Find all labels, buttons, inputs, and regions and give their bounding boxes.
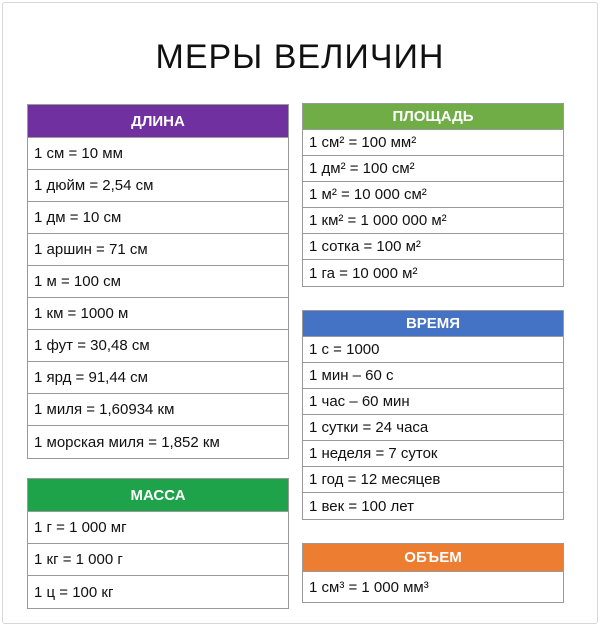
time-row: 1 неделя = 7 суток xyxy=(303,441,563,467)
mass-row: 1 кг = 1 000 г xyxy=(28,544,288,576)
length-row: 1 морская миля = 1,852 км xyxy=(34,433,220,451)
area-row: 1 м² = 10 000 см² xyxy=(303,182,563,208)
area-row: 1 га = 10 000 м² xyxy=(309,264,418,282)
length-header: ДЛИНА xyxy=(28,105,288,138)
length-row: 1 фут = 30,48 см xyxy=(28,330,288,362)
page-title: МЕРЫ ВЕЛИЧИН xyxy=(155,38,445,76)
area-row: 1 сотка = 100 м² xyxy=(303,234,563,260)
length-table xyxy=(27,104,289,459)
length-row: 1 аршин = 71 см xyxy=(28,234,288,266)
time-row: 1 сутки = 24 часа xyxy=(303,415,563,441)
mass-row: 1 ц = 100 кг xyxy=(34,583,114,601)
length-row: 1 ярд = 91,44 см xyxy=(28,362,288,394)
time-table xyxy=(302,310,564,520)
area-table xyxy=(302,103,564,287)
length-row: 1 см = 10 мм xyxy=(28,138,288,170)
mass-header: МАССА xyxy=(28,479,288,512)
area-row: 1 км² = 1 000 000 м² xyxy=(303,208,563,234)
area-row: 1 дм² = 100 см² xyxy=(303,156,563,182)
volume-row: 1 см³ = 1 000 мм³ xyxy=(309,578,429,596)
time-row: 1 с = 1000 xyxy=(303,337,563,363)
mass-row: 1 г = 1 000 мг xyxy=(28,512,288,544)
length-row: 1 км = 1000 м xyxy=(28,298,288,330)
time-row: 1 мин – 60 с xyxy=(303,363,563,389)
volume-header: ОБЪЕМ xyxy=(303,544,563,572)
length-row: 1 дм = 10 см xyxy=(28,202,288,234)
volume-table xyxy=(302,543,564,603)
time-header: ВРЕМЯ xyxy=(303,311,563,337)
time-row: 1 час – 60 мин xyxy=(303,389,563,415)
time-row: 1 год = 12 месяцев xyxy=(303,467,563,493)
length-row: 1 миля = 1,60934 км xyxy=(28,394,288,426)
length-row: 1 м = 100 см xyxy=(28,266,288,298)
mass-table xyxy=(27,478,289,609)
area-header: ПЛОЩАДЬ xyxy=(303,104,563,130)
length-row: 1 дюйм = 2,54 см xyxy=(28,170,288,202)
area-row: 1 см² = 100 мм² xyxy=(303,130,563,156)
time-row: 1 век = 100 лет xyxy=(309,497,414,515)
